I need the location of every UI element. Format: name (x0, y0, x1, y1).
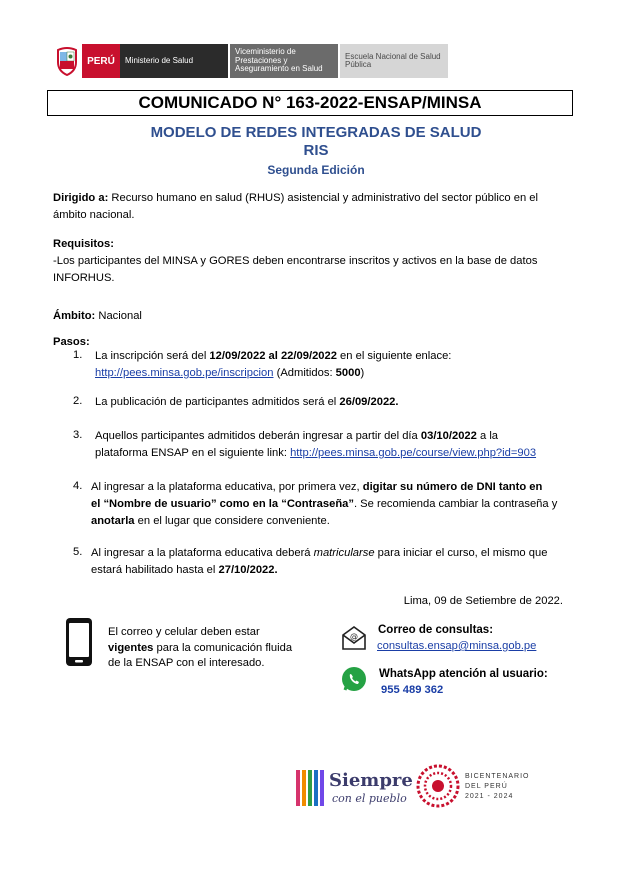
step-5-text: Al ingresar a la plataforma educativa deberá (91, 547, 314, 559)
vice-ministry-label: Viceministerio de Prestaciones y Aseguramiento en Salud (230, 44, 338, 78)
mail-label: Correo de consultas: (378, 624, 494, 636)
requisitos-label: Requisitos: (53, 238, 114, 250)
step-4-text-c: en el lugar que considere conveniente. (134, 515, 330, 527)
step-1-text-b: en el siguiente enlace: (336, 350, 452, 362)
step-1-close: ) (360, 367, 365, 379)
step-1-admitidos: (Admitidos: (273, 367, 336, 379)
bicent-line-3: 2021 - 2024 (465, 793, 514, 800)
dirigido-text-2: ámbito nacional. (53, 209, 135, 221)
con-el-pueblo-text: con el pueblo (332, 792, 407, 805)
step-5-date: 27/10/2022. (218, 564, 278, 576)
pasos-heading: Pasos: (53, 336, 90, 348)
step-4-text: Al ingresar a la plataforma educativa, por primera vez, (91, 481, 363, 493)
school-label: Escuela Nacional de Salud Pública (340, 44, 448, 78)
peru-label: PERÚ (82, 44, 120, 78)
pasos-label (53, 334, 90, 351)
step-5-text-c: estará habilitado hasta el (91, 564, 219, 576)
ministry-label: Ministerio de Salud (120, 44, 228, 78)
step-number: 5. (73, 546, 83, 558)
ambito-paragraph (53, 308, 142, 325)
dirigido-paragraph (53, 190, 538, 224)
communique-title: COMUNICADO N° 163-2022-ENSAP/MINSA (47, 90, 573, 116)
header-bar (52, 44, 448, 78)
coat-of-arms-icon (52, 44, 82, 78)
dirigido-text: Recurso humano en salud (RHUS) asistencial y administrativo del sector público en el (108, 192, 539, 204)
step-4-bold-b: el “Nombre de usuario” como en la “Contraseña” (91, 498, 354, 510)
step-2 (95, 394, 399, 411)
whatsapp-label: WhatsApp atención al usuario: (379, 668, 548, 680)
subtitle-model: MODELO DE REDES INTEGRADAS DE SALUD (150, 124, 482, 141)
step-1-count: 5000 (335, 367, 361, 379)
whatsapp-icon (340, 665, 368, 698)
subtitle-edition: Segunda Edición (267, 163, 365, 177)
step-number: 3. (73, 429, 83, 441)
step-3-text-b: a la (476, 430, 499, 442)
contact-note (108, 625, 308, 672)
svg-text:@: @ (350, 632, 358, 641)
subtitle-ris: RIS (303, 142, 329, 159)
requisitos-text-2: INFORHUS. (53, 272, 115, 284)
bicentenario-logo (416, 764, 460, 813)
siempre-text: Siempre (329, 770, 413, 791)
step-3 (95, 428, 498, 445)
step-3-text-c: plataforma ENSAP en el siguiente link: (95, 447, 291, 459)
note-line-2: para la comunicación fluida (153, 641, 293, 654)
requisitos-text: -Los participantes del MINSA y GORES deben encontrarse inscritos y activos en la base de datos (53, 255, 538, 267)
step-1-text: La inscripción será del (95, 350, 210, 362)
bicent-line-1: BICENTENARIO (465, 773, 530, 780)
bicentenario-text (465, 772, 530, 802)
step-number: 4. (73, 480, 83, 492)
step-number: 1. (73, 349, 83, 361)
step-5 (91, 545, 547, 579)
course-link[interactable]: http://pees.minsa.gob.pe/course/view.php?id=903 (290, 447, 537, 459)
step-2-text: La publicación de participantes admitidos será el (95, 396, 340, 408)
step-number: 2. (73, 395, 83, 407)
inscription-link[interactable]: http://pees.minsa.gob.pe/inscripcion (95, 367, 274, 379)
step-4-bold-a: digitar su número de DNI tanto en (362, 481, 543, 493)
step-4 (91, 479, 566, 530)
step-4-text-b: . Se recomienda cambiar la contraseña y (353, 498, 558, 510)
ambito-text: Nacional (95, 310, 142, 322)
step-4-bold-c: anotarla (91, 515, 135, 527)
note-line-3: de la ENSAP con el interesado. (108, 657, 265, 669)
date-line: Lima, 09 de Setiembre de 2022. (403, 595, 563, 607)
whatsapp-number: 955 489 362 (381, 684, 444, 696)
phone-icon (64, 617, 94, 672)
siempre-con-el-pueblo-logo (295, 768, 325, 813)
step-5-italic: matricularse (313, 547, 375, 559)
requisitos-paragraph (53, 236, 537, 287)
note-bold: vigentes (108, 641, 154, 654)
step-2-date: 26/09/2022. (339, 396, 399, 408)
mail-icon (340, 625, 368, 656)
dirigido-label: Dirigido a: (53, 192, 109, 204)
step-3-line-2 (95, 445, 536, 462)
bicent-line-2: DEL PERÚ (465, 783, 508, 790)
step-1-dates: 12/09/2022 al 22/09/2022 (209, 350, 337, 362)
step-1 (95, 348, 451, 382)
email-link[interactable]: consultas.ensap@minsa.gob.pe (377, 640, 537, 652)
ambito-label: Ámbito: (53, 310, 96, 322)
step-3-date: 03/10/2022 (420, 430, 477, 442)
note-line-1: El correo y celular deben estar (108, 626, 260, 638)
step-5-text-b: para iniciar el curso, el mismo que (374, 547, 548, 559)
step-3-text: Aquellos participantes admitidos deberán ingresar a partir del día (95, 430, 421, 442)
